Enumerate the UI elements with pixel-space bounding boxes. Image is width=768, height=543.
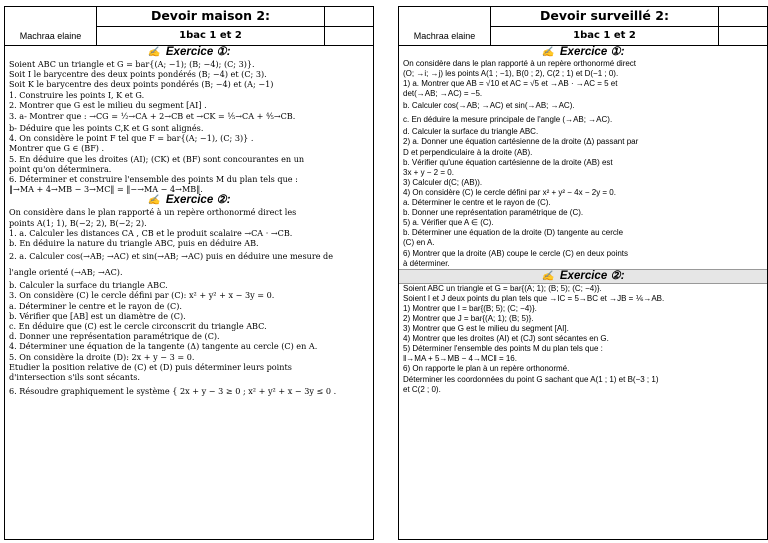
text-line: det(→AB; →AC) = −5. xyxy=(403,89,483,99)
exercise-body xyxy=(399,284,767,395)
left-header xyxy=(5,7,373,46)
right-subtitle: 1bac 1 et 2 xyxy=(491,27,719,46)
text-line: et C(2 ; 0). xyxy=(403,384,441,394)
text-line: points A(1; 1), B(−2; 2), B(−2; 2). xyxy=(9,217,147,228)
text-line: 6) Montrer que la droite (AB) coupe le cercle (C) en deux points xyxy=(403,248,628,258)
text-line: d. Donner une représentation paramétrique de (C). xyxy=(9,331,220,342)
left-page xyxy=(4,6,374,540)
author-name: Machraa elaine xyxy=(399,7,491,45)
text-line: l'angle orienté (→AB; →AC). xyxy=(9,267,123,278)
text-line: a. Déterminer le centre et le rayon de (C). xyxy=(403,198,551,208)
text-line: d'intersection s'ils sont sécants. xyxy=(9,372,140,383)
text-line: b. Vérifier qu'une équation cartésienne de la droite (AB) est xyxy=(403,157,613,167)
text-line: 3. a- Montrer que : →CG = ½→CA + 2→CB et →CK = ⅕→CA + ⅘→CB. xyxy=(9,111,296,122)
text-line: b- Déduire que les points C,K et G sont alignés. xyxy=(9,123,204,134)
text-line: 3) Calculer d(C; (AB)). xyxy=(403,177,483,187)
text-line: Soit K le barycentre des deux points pondérés (B; −4) et (A; −1) xyxy=(9,79,274,90)
text-line: ‖→MA + 5→MB − 4→MC‖ = 16. xyxy=(403,354,517,364)
right-header xyxy=(399,7,767,46)
left-title: Devoir maison 2: xyxy=(97,7,325,27)
right-title: Devoir surveillé 2: xyxy=(491,7,719,27)
text-line: d. Calculer la surface du triangle ABC. xyxy=(403,127,539,137)
text-line: b. En déduire la nature du triangle ABC, puis en déduire AB. xyxy=(9,238,259,249)
text-line: Soit I le barycentre des deux points pondérés (B; −4) et (C; 3). xyxy=(9,69,267,80)
text-line: c. En déduire que (C) est le cercle circonscrit du triangle ABC. xyxy=(9,321,267,332)
text-line: 4) On considère (C) le cercle défini par x² + y² − 4x − 2y = 0. xyxy=(403,187,616,197)
text-line: 4. On considère le point F tel que F = bar{(A; −1), (C; 3)} . xyxy=(9,133,254,144)
pen-icon: ✍ xyxy=(147,195,160,207)
text-line: à déterminer. xyxy=(403,258,450,268)
text-line: ‖→MA + 4→MB − 3→MC‖ = ‖−→MA − 4→MB‖. xyxy=(9,184,203,195)
text-line: 5. On considère la droite (D): 2x + y − 3 = 0. xyxy=(9,351,195,362)
exercise-body xyxy=(5,207,373,396)
pen-icon: ✍ xyxy=(147,47,160,58)
text-line: Montrer que G ∈ (BF) . xyxy=(9,143,105,154)
text-line: 3) Montrer que G est le milieu du segment [AI]. xyxy=(403,324,569,334)
text-line: Soient ABC un triangle et G = bar{(A; 1); (B; 5); (C; −4)}. xyxy=(403,283,602,293)
text-line: 3x + y − 2 = 0. xyxy=(403,167,454,177)
pen-icon: ✍ xyxy=(541,47,554,58)
text-line: a. Déterminer le centre et le rayon de (C). xyxy=(9,300,182,311)
text-line: 5) a. Vérifier que A ∈ (C). xyxy=(403,218,494,228)
exercise-title: ✍ Exercice ②: xyxy=(147,194,231,207)
text-line: 5. En déduire que les droites (AI); (CK) et (BF) sont concourantes en un xyxy=(9,153,305,164)
text-line: 2) a. Donner une équation cartésienne de la droite (Δ) passant par xyxy=(403,137,639,147)
exercise-body xyxy=(399,59,767,269)
exercise-title: ✍ Exercice ①: xyxy=(147,46,231,58)
text-line: Déterminer les coordonnées du point G sachant que A(1 ; 1) et B(−3 ; 1) xyxy=(403,374,659,384)
text-line: Etudier la position relative de (C) et (D) puis déterminer leurs points xyxy=(9,361,292,372)
text-line: 1) a. Montrer que AB = √10 et AC = √5 et →AB · →AC = 5 et xyxy=(403,79,618,89)
text-line: point qu'on déterminera. xyxy=(9,163,112,174)
text-line: D et perpendiculaire à la droite (AB). xyxy=(403,147,533,157)
text-line: (C) en A. xyxy=(403,238,435,248)
text-line: 1) Montrer que I = bar{(B; 5); (C; −4)}. xyxy=(403,303,537,313)
text-line: b. Calculer cos(→AB; →AC) et sin(→AB; →AC). xyxy=(403,101,575,111)
text-line: c. En déduire la mesure principale de l'angle (→AB; →AC). xyxy=(403,115,613,125)
text-line: 1. Construire les points I, K et G. xyxy=(9,89,145,100)
text-line: 2. Montrer que G est le milieu du segment [AI] . xyxy=(9,99,207,110)
text-line: 4) Montrer que les droites (AI) et (CJ) sont sécantes en G. xyxy=(403,334,609,344)
text-line: 2. a. Calculer cos(→AB; →AC) et sin(→AB; →AC) puis en déduire une mesure de xyxy=(9,251,334,262)
text-line: b. Déterminer une équation de la droite (D) tangente au cercle xyxy=(403,228,624,238)
text-line: 5) Déterminer l'ensemble des points M du plan tels que : xyxy=(403,344,603,354)
pen-icon: ✍ xyxy=(541,270,554,282)
text-line: On considère dans le plan rapporté à un repère orthonormé direct xyxy=(403,59,637,68)
text-line: b. Donner une représentation paramétrique de (C). xyxy=(403,208,584,218)
exercise-body xyxy=(5,59,373,194)
text-line: Soient I et J deux points du plan tels que →IC = 5→BC et →JB = ⅙→AB. xyxy=(403,293,665,303)
text-line: 6) On rapporte le plan à un repère orthonormé. xyxy=(403,364,570,374)
text-line: 4. Déterminer une équation de la tangente (Δ) tangente au cercle (C) en A. xyxy=(9,341,318,352)
right-page xyxy=(398,6,768,540)
author-name: Machraa elaine xyxy=(5,7,97,45)
exercise-title: ✍ Exercice ①: xyxy=(541,46,625,58)
text-line: (O; →i; →j) les points A(1 ; −1), B(0 ; 2), C(2 ; 1) et D(−1 ; 0). xyxy=(403,69,619,79)
exercise-title: ✍ Exercice ②: xyxy=(399,269,767,284)
text-line: b. Vérifier que [AB] est un diamètre de (C). xyxy=(9,310,186,321)
text-line: b. Calculer la surface du triangle ABC. xyxy=(9,280,168,291)
text-line: 6. Déterminer et construire l'ensemble des points M du plan tels que : xyxy=(9,174,298,185)
left-subtitle: 1bac 1 et 2 xyxy=(97,27,325,46)
text-line: 2) Montrer que J = bar{(A; 1); (B; 5)}. xyxy=(403,313,534,323)
text-line: 1. a. Calculer les distances CA , CB et le produit scalaire →CA · →CB. xyxy=(9,227,293,238)
text-line: 3. On considère (C) le cercle défini par (C): x² + y² + x − 3y = 0. xyxy=(9,290,275,301)
text-line: 6. Résoudre graphiquement le système { 2x + y − 3 ≥ 0 ; x² + y² + x − 3y ≤ 0 . xyxy=(9,386,337,397)
text-line: Soient ABC un triangle et G = bar{(A; −1); (B; −4); (C; 3)}. xyxy=(9,59,255,69)
text-line: On considère dans le plan rapporté à un repère orthonormé direct les xyxy=(9,207,297,218)
